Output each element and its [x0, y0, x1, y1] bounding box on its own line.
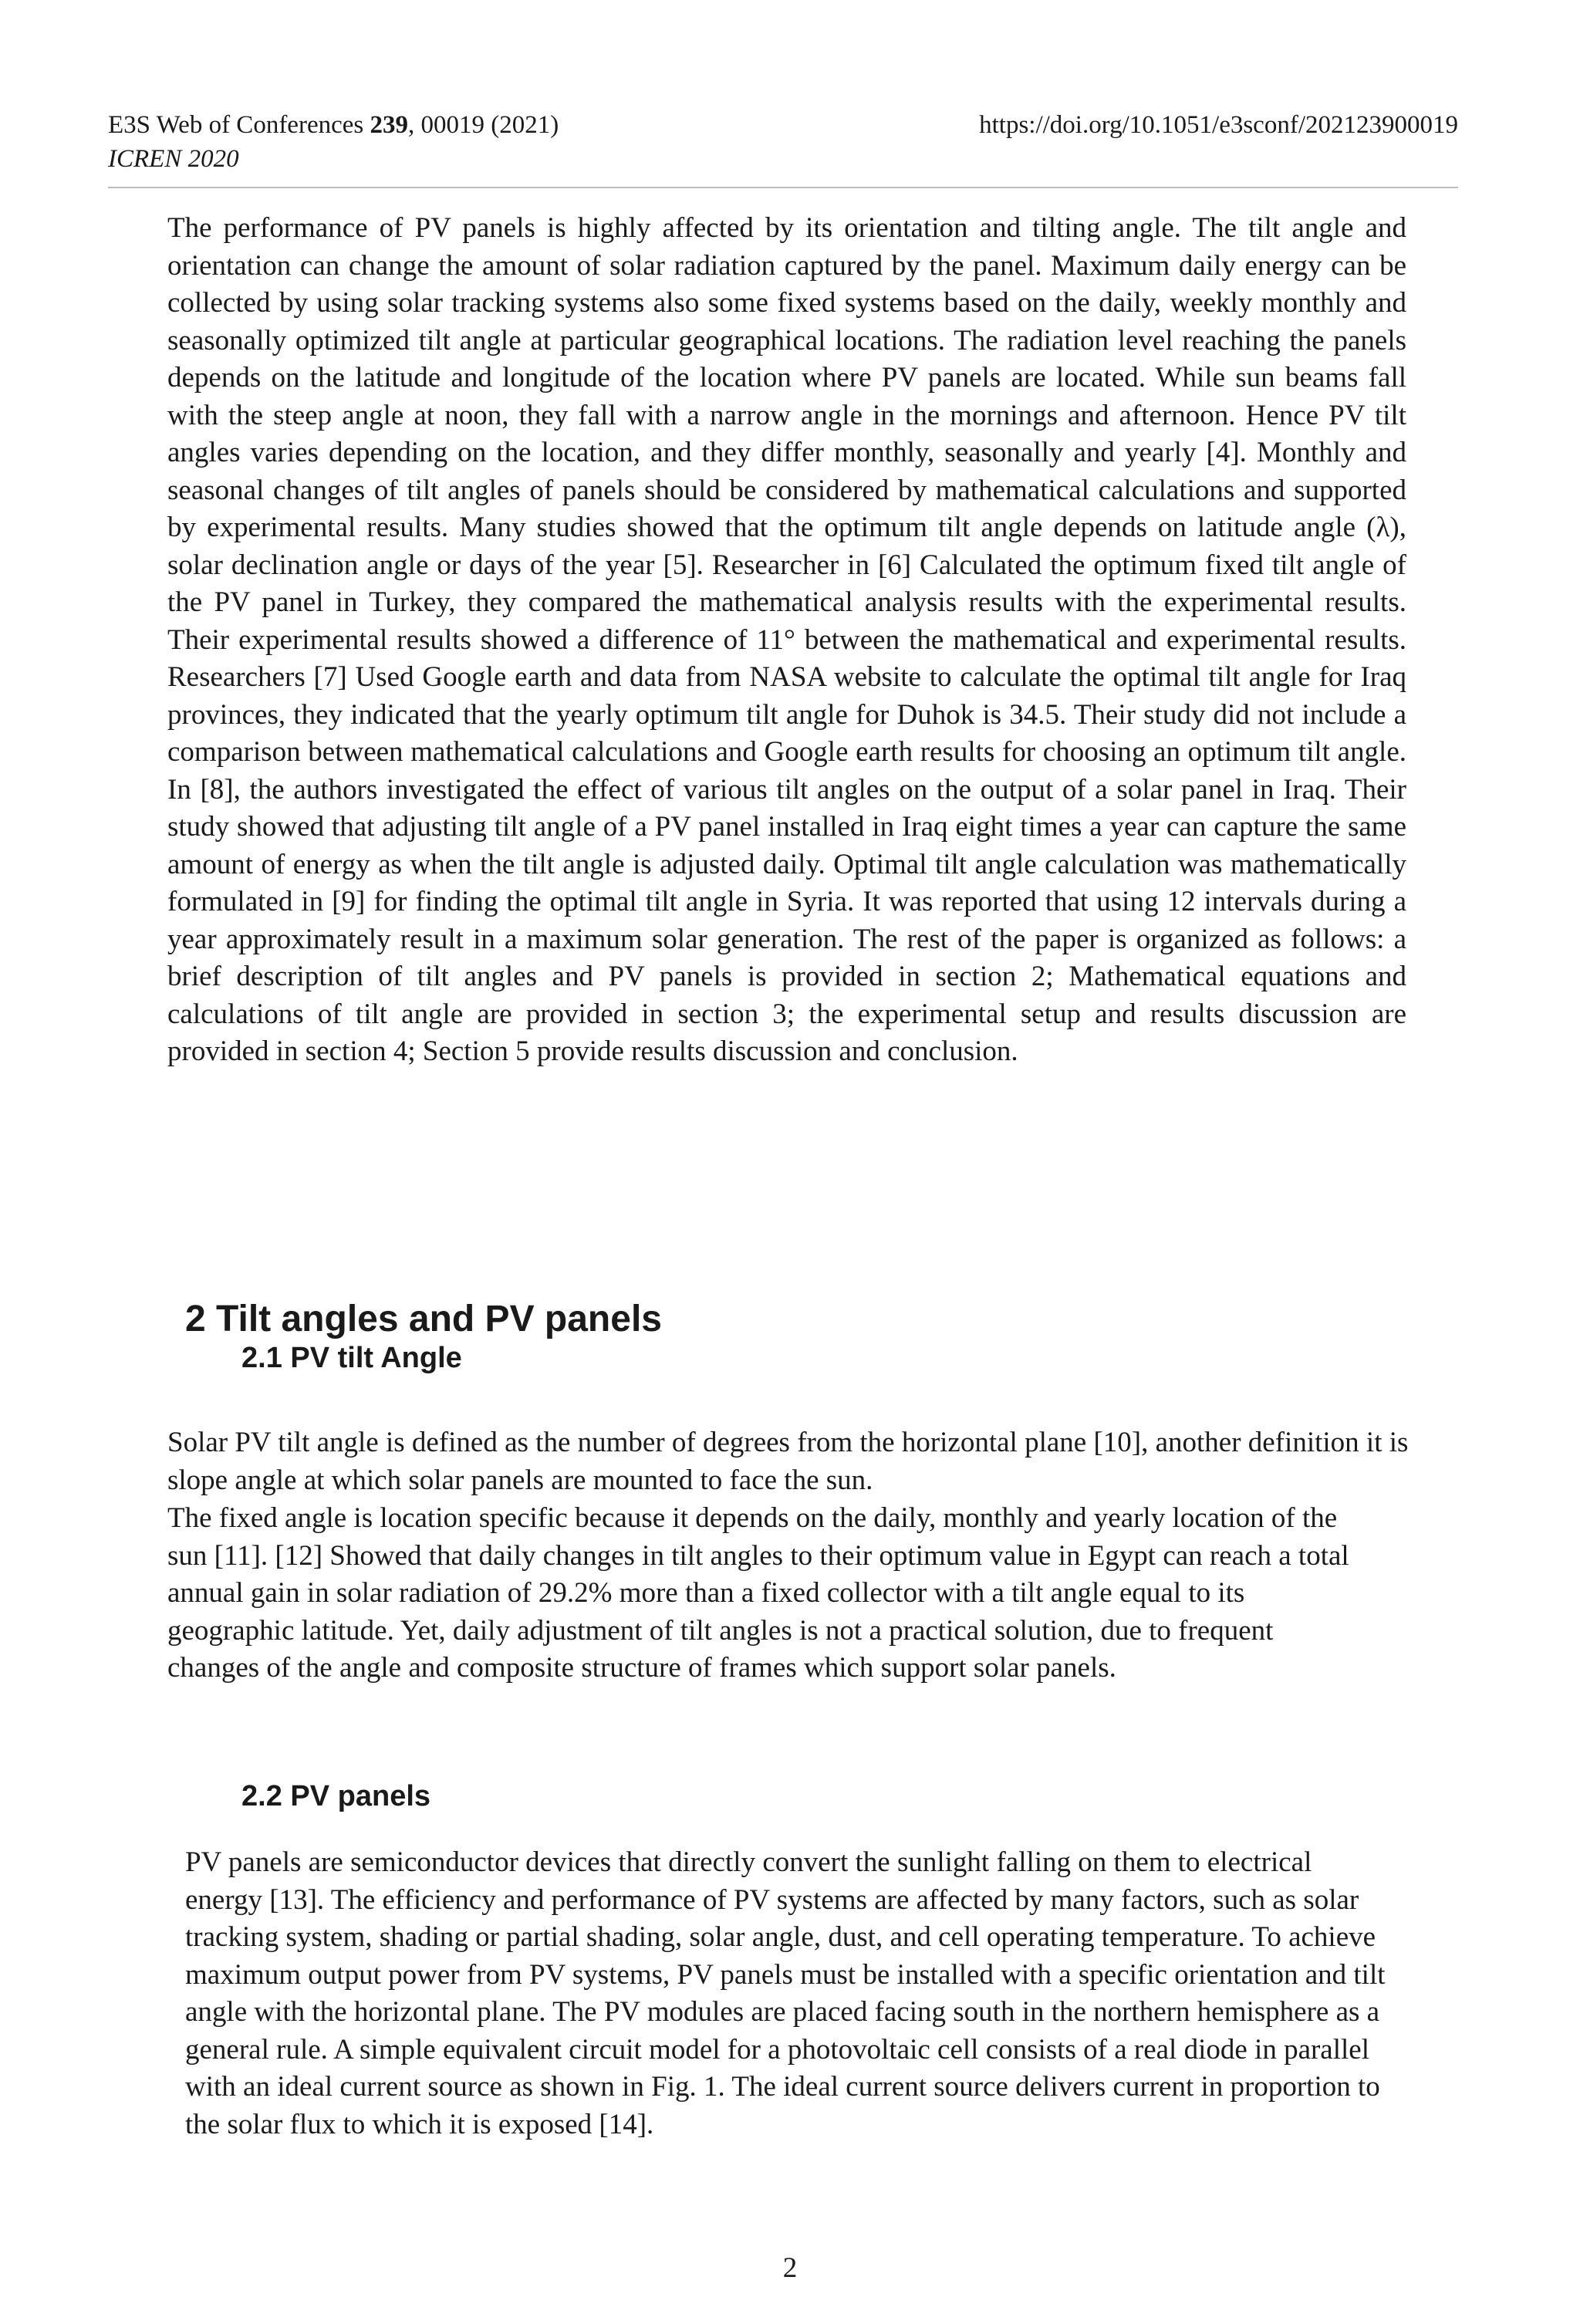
journal-prefix: E3S Web of Conferences: [108, 111, 370, 139]
page-number: 2: [782, 2252, 798, 2284]
section-2-heading: 2 Tilt angles and PV panels: [185, 1299, 662, 1339]
citation-rest: , 00019 (2021): [407, 111, 559, 139]
subsection-2-2-heading: 2.2 PV panels: [241, 1780, 431, 1812]
page-header: [108, 108, 1458, 188]
conference-name: ICREN 2020: [108, 145, 239, 173]
journal-volume: 239: [370, 111, 408, 139]
journal-citation: [108, 108, 559, 176]
doi-link[interactable]: https://doi.org/10.1051/e3sconf/202123900019: [979, 111, 1458, 139]
intro-paragraph: The performance of PV panels is highly affected by its orientation and tilting angle. The tilt angle and orientation can change the amount of solar radiation captured by the panel. Maximum daily energy can be collected by using solar tracking systems also some fixed systems based on the daily, weekly monthly and seasonally optimized tilt angle at particular geographical locations. The radiation level reaching the panels depends on the latitude and longitude of the location where PV panels are located. While sun beams fall with the steep angle at noon, they fall with a narrow angle in the mornings and afternoon. Hence PV tilt angles varies depending on the location, and they differ monthly, seasonally and yearly [4]. Monthly and seasonal changes of tilt angles of panels should be considered by mathematical calculations and supported by experimental results. Many studies showed that the optimum tilt angle depends on latitude angle (λ), solar declination angle or days of the year [5]. Researcher in [6] Calculated the optimum fixed tilt angle of the PV panel in Turkey, they compared the mathematical analysis results with the experimental results. Their experimental results showed a difference of 11° between the mathematical and experimental results. Researchers [7] Used Google earth and data from NASA website to calculate the optimal tilt angle for Iraq provinces, they indicated that the yearly optimum tilt angle for Duhok is 34.5. Their study did not include a comparison between mathematical calculations and Google earth results for choosing an optimum tilt angle. In [8], the authors investigated the effect of various tilt angles on the output of a solar panel in Iraq. Their study showed that adjusting tilt angle of a PV panel installed in Iraq eight times a year can capture the same amount of energy as when the tilt angle is adjusted daily. Optimal tilt angle calculation was mathematically formulated in [9] for finding the optimal tilt angle in Syria. It was reported that using 12 intervals during a year approximately result in a maximum solar generation. The rest of the paper is organized as follows: a brief description of tilt angles and PV panels is provided in section 2; Mathematical equations and calculations of tilt angle are provided in section 3; the experimental setup and results discussion are provided in section 4; Section 5 provide results discussion and conclusion.: [167, 212, 1406, 1067]
subsection-2-1-heading: 2.1 PV tilt Angle: [241, 1342, 462, 1374]
fixed-angle-paragraph: The fixed angle is location specific because it depends on the daily, monthly and yearly location of the sun [11]. [12] Showed that daily changes in tilt angles to their optimum value in Egypt can reach a total annual gain in solar radiation of 29.2% more than a fixed collector with a tilt angle equal to its geographic latitude. Yet, daily adjustment of tilt angles is not a practical solution, due to frequent changes of the angle and composite structure of frames which support solar panels.: [167, 1502, 1349, 1684]
tilt-angle-definition-paragraph: Solar PV tilt angle is defined as the number of degrees from the horizontal plane [10], another definition it is slope angle at which solar panels are mounted to face the sun.: [167, 1427, 1409, 1496]
pv-panels-paragraph: PV panels are semiconductor devices that directly convert the sunlight falling on them to electrical energy [13]. The efficiency and performance of PV systems are affected by many factors, such as solar tracking system, shading or partial shading, solar angle, dust, and cell operating temperature. To achieve maximum output power from PV systems, PV panels must be installed with a specific orientation and tilt angle with the horizontal plane. The PV modules are placed facing south in the northern hemisphere as a general rule. A simple equivalent circuit model for a photovoltaic cell consists of a real diode in parallel with an ideal current source as shown in Fig. 1. The ideal current source delivers current in proportion to the solar flux to which it is exposed [14].: [185, 1846, 1386, 2140]
